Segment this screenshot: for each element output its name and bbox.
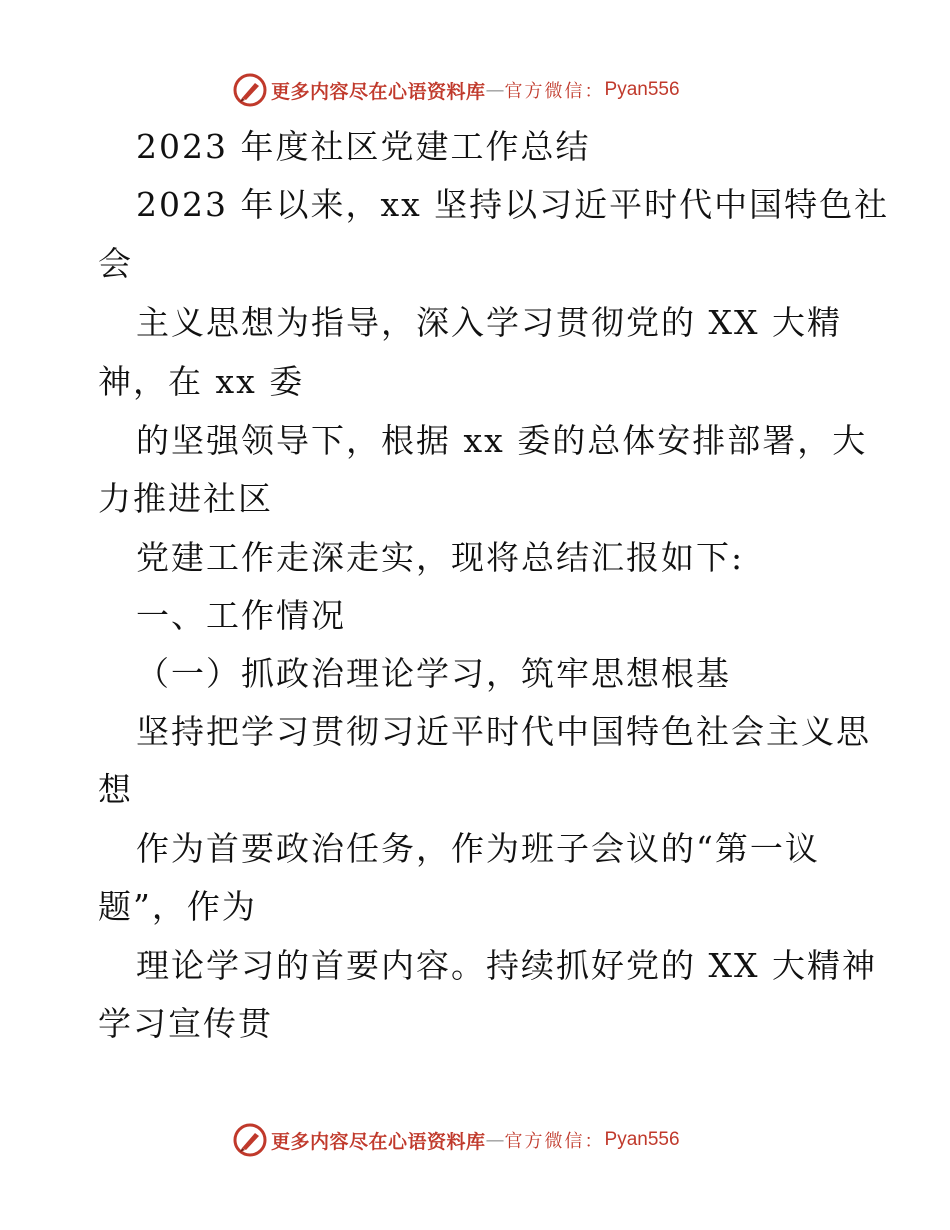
header-banner (233, 72, 680, 108)
section-heading: 一、工作情况 (136, 596, 346, 635)
banner-main-text: 更多内容尽在心语资料库 (271, 80, 486, 103)
paragraph-line: 主义思想为指导，深入学习贯彻党的 XX 大精 (136, 303, 842, 342)
pen-logo-icon (233, 73, 267, 107)
banner-main-text: 更多内容尽在心语资料库 (271, 1130, 486, 1153)
paragraph-line: 党建工作走深走实，现将总结汇报如下: (136, 538, 745, 577)
paragraph-line: 力推进社区 (98, 479, 273, 518)
footer-banner (233, 1122, 680, 1158)
paragraph-line: 坚持把学习贯彻习近平时代中国特色社会主义思 (136, 712, 871, 751)
banner-separator: — (485, 1129, 505, 1151)
banner-sub-text: 官方微信： (504, 81, 605, 102)
subsection-heading: （一）抓政治理论学习，筑牢思想根基 (136, 654, 731, 693)
document-title: 2023 年度社区党建工作总结 (136, 127, 591, 166)
paragraph-line: 题”，作为 (98, 887, 257, 926)
paragraph-line: 会 (98, 244, 133, 283)
paragraph-line: 作为首要政治任务，作为班子会议的“第一议 (136, 829, 820, 868)
banner-separator: — (485, 79, 505, 101)
paragraph-line: 2023 年以来，xx 坚持以习近平时代中国特色社 (136, 185, 890, 224)
paragraph-line: 的坚强领导下，根据 xx 委的总体安排部署，大 (136, 421, 868, 460)
pen-logo-icon (233, 1123, 267, 1157)
paragraph-line: 神，在 xx 委 (98, 362, 305, 401)
banner-wechat-id: Pyan556 (604, 79, 680, 100)
paragraph-line: 理论学习的首要内容。持续抓好党的 XX 大精神 (136, 946, 877, 985)
banner-sub-text: 官方微信： (504, 1131, 605, 1152)
banner-wechat-id: Pyan556 (604, 1129, 680, 1150)
paragraph-line: 想 (98, 770, 133, 809)
paragraph-line: 学习宣传贯 (98, 1004, 273, 1043)
